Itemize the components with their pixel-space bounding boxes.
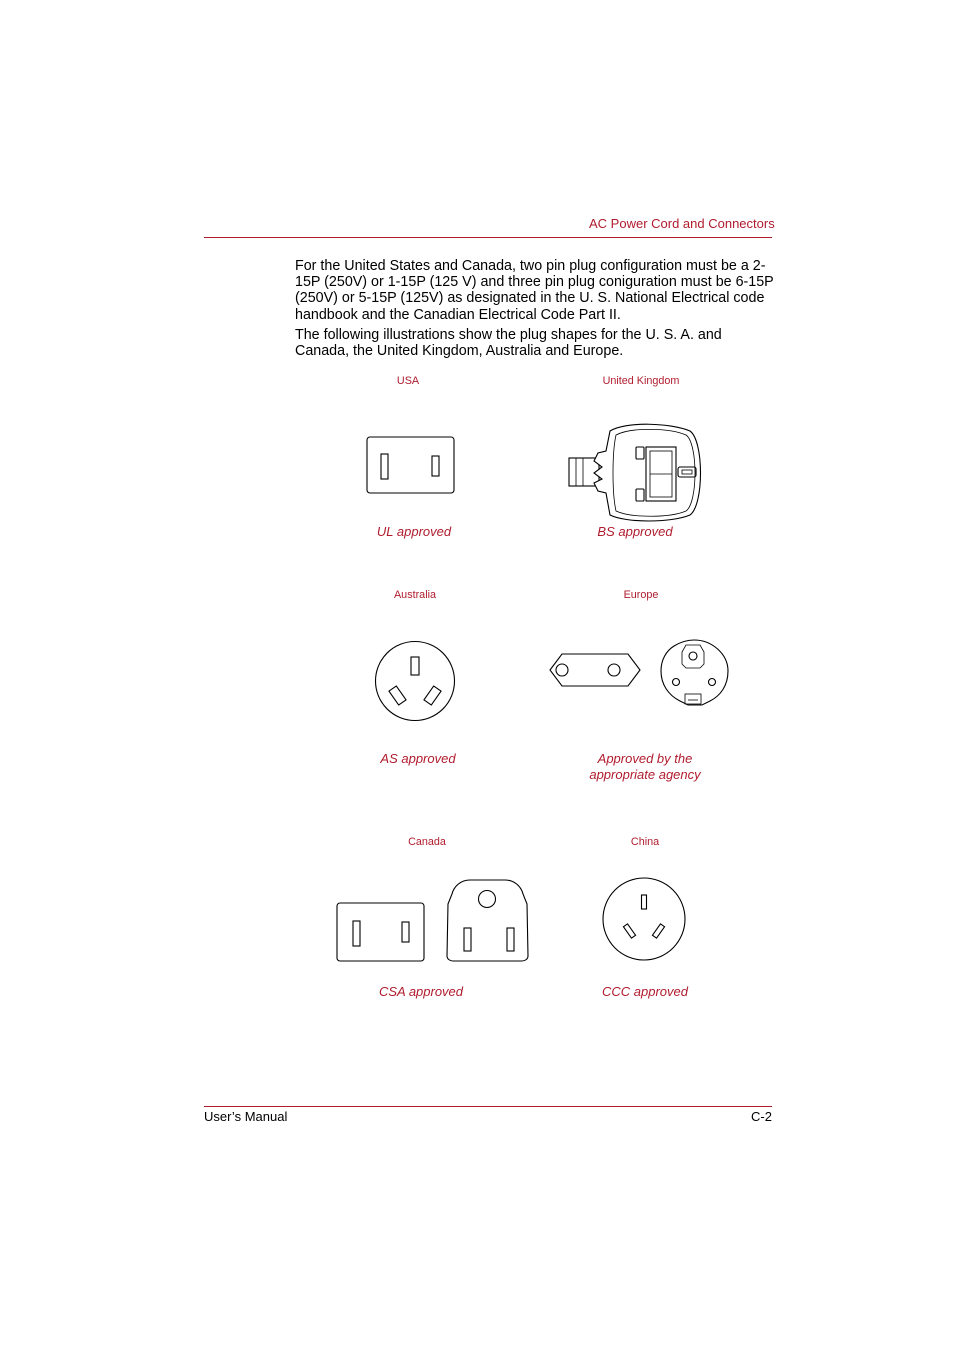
europe-label: Europe (623, 589, 659, 601)
header-rule (204, 237, 772, 238)
uk-caption: BS approved (597, 524, 673, 539)
uk-plug-icon (566, 423, 706, 523)
usa-plug-icon (366, 436, 456, 494)
canada-plug-icon (336, 878, 548, 964)
china-caption: CCC approved (602, 984, 688, 999)
europe-caption-line-2: appropriate agency (589, 767, 701, 782)
europe-caption-line-1: Approved by the (597, 751, 693, 766)
canada-label: Canada (408, 836, 446, 848)
body-paragraph-1: For the United States and Canada, two pin plug configuration must be a 2-15P (250V) or 1-15P (125 V) and three pin plug coniguration must be 6-15P (250V) or 5-15P (125V) as designated in the U. S. National Electrical code handbook and the Canadian Electrical Code Part II. (295, 258, 774, 323)
china-label: China (630, 836, 660, 848)
footer-rule (204, 1106, 772, 1107)
body-paragraph-2: The following illustrations show the plug shapes for the U. S. A. and Canada, the United Kingdom, Australia and Europe. (295, 327, 722, 360)
footer-manual-title: User’s Manual (204, 1109, 288, 1124)
europe-plug-icon (534, 638, 734, 708)
page-number: C-2 (751, 1109, 772, 1124)
usa-label: USA (396, 375, 420, 387)
australia-caption: AS approved (380, 751, 456, 766)
canada-caption: CSA approved (378, 984, 464, 999)
australia-label: Australia (393, 589, 436, 601)
australia-plug-icon (374, 640, 456, 722)
usa-caption: UL approved (376, 524, 452, 539)
china-plug-icon (602, 877, 686, 961)
running-header-title: AC Power Cord and Connectors (589, 216, 775, 231)
uk-label: United Kingdom (602, 375, 680, 387)
